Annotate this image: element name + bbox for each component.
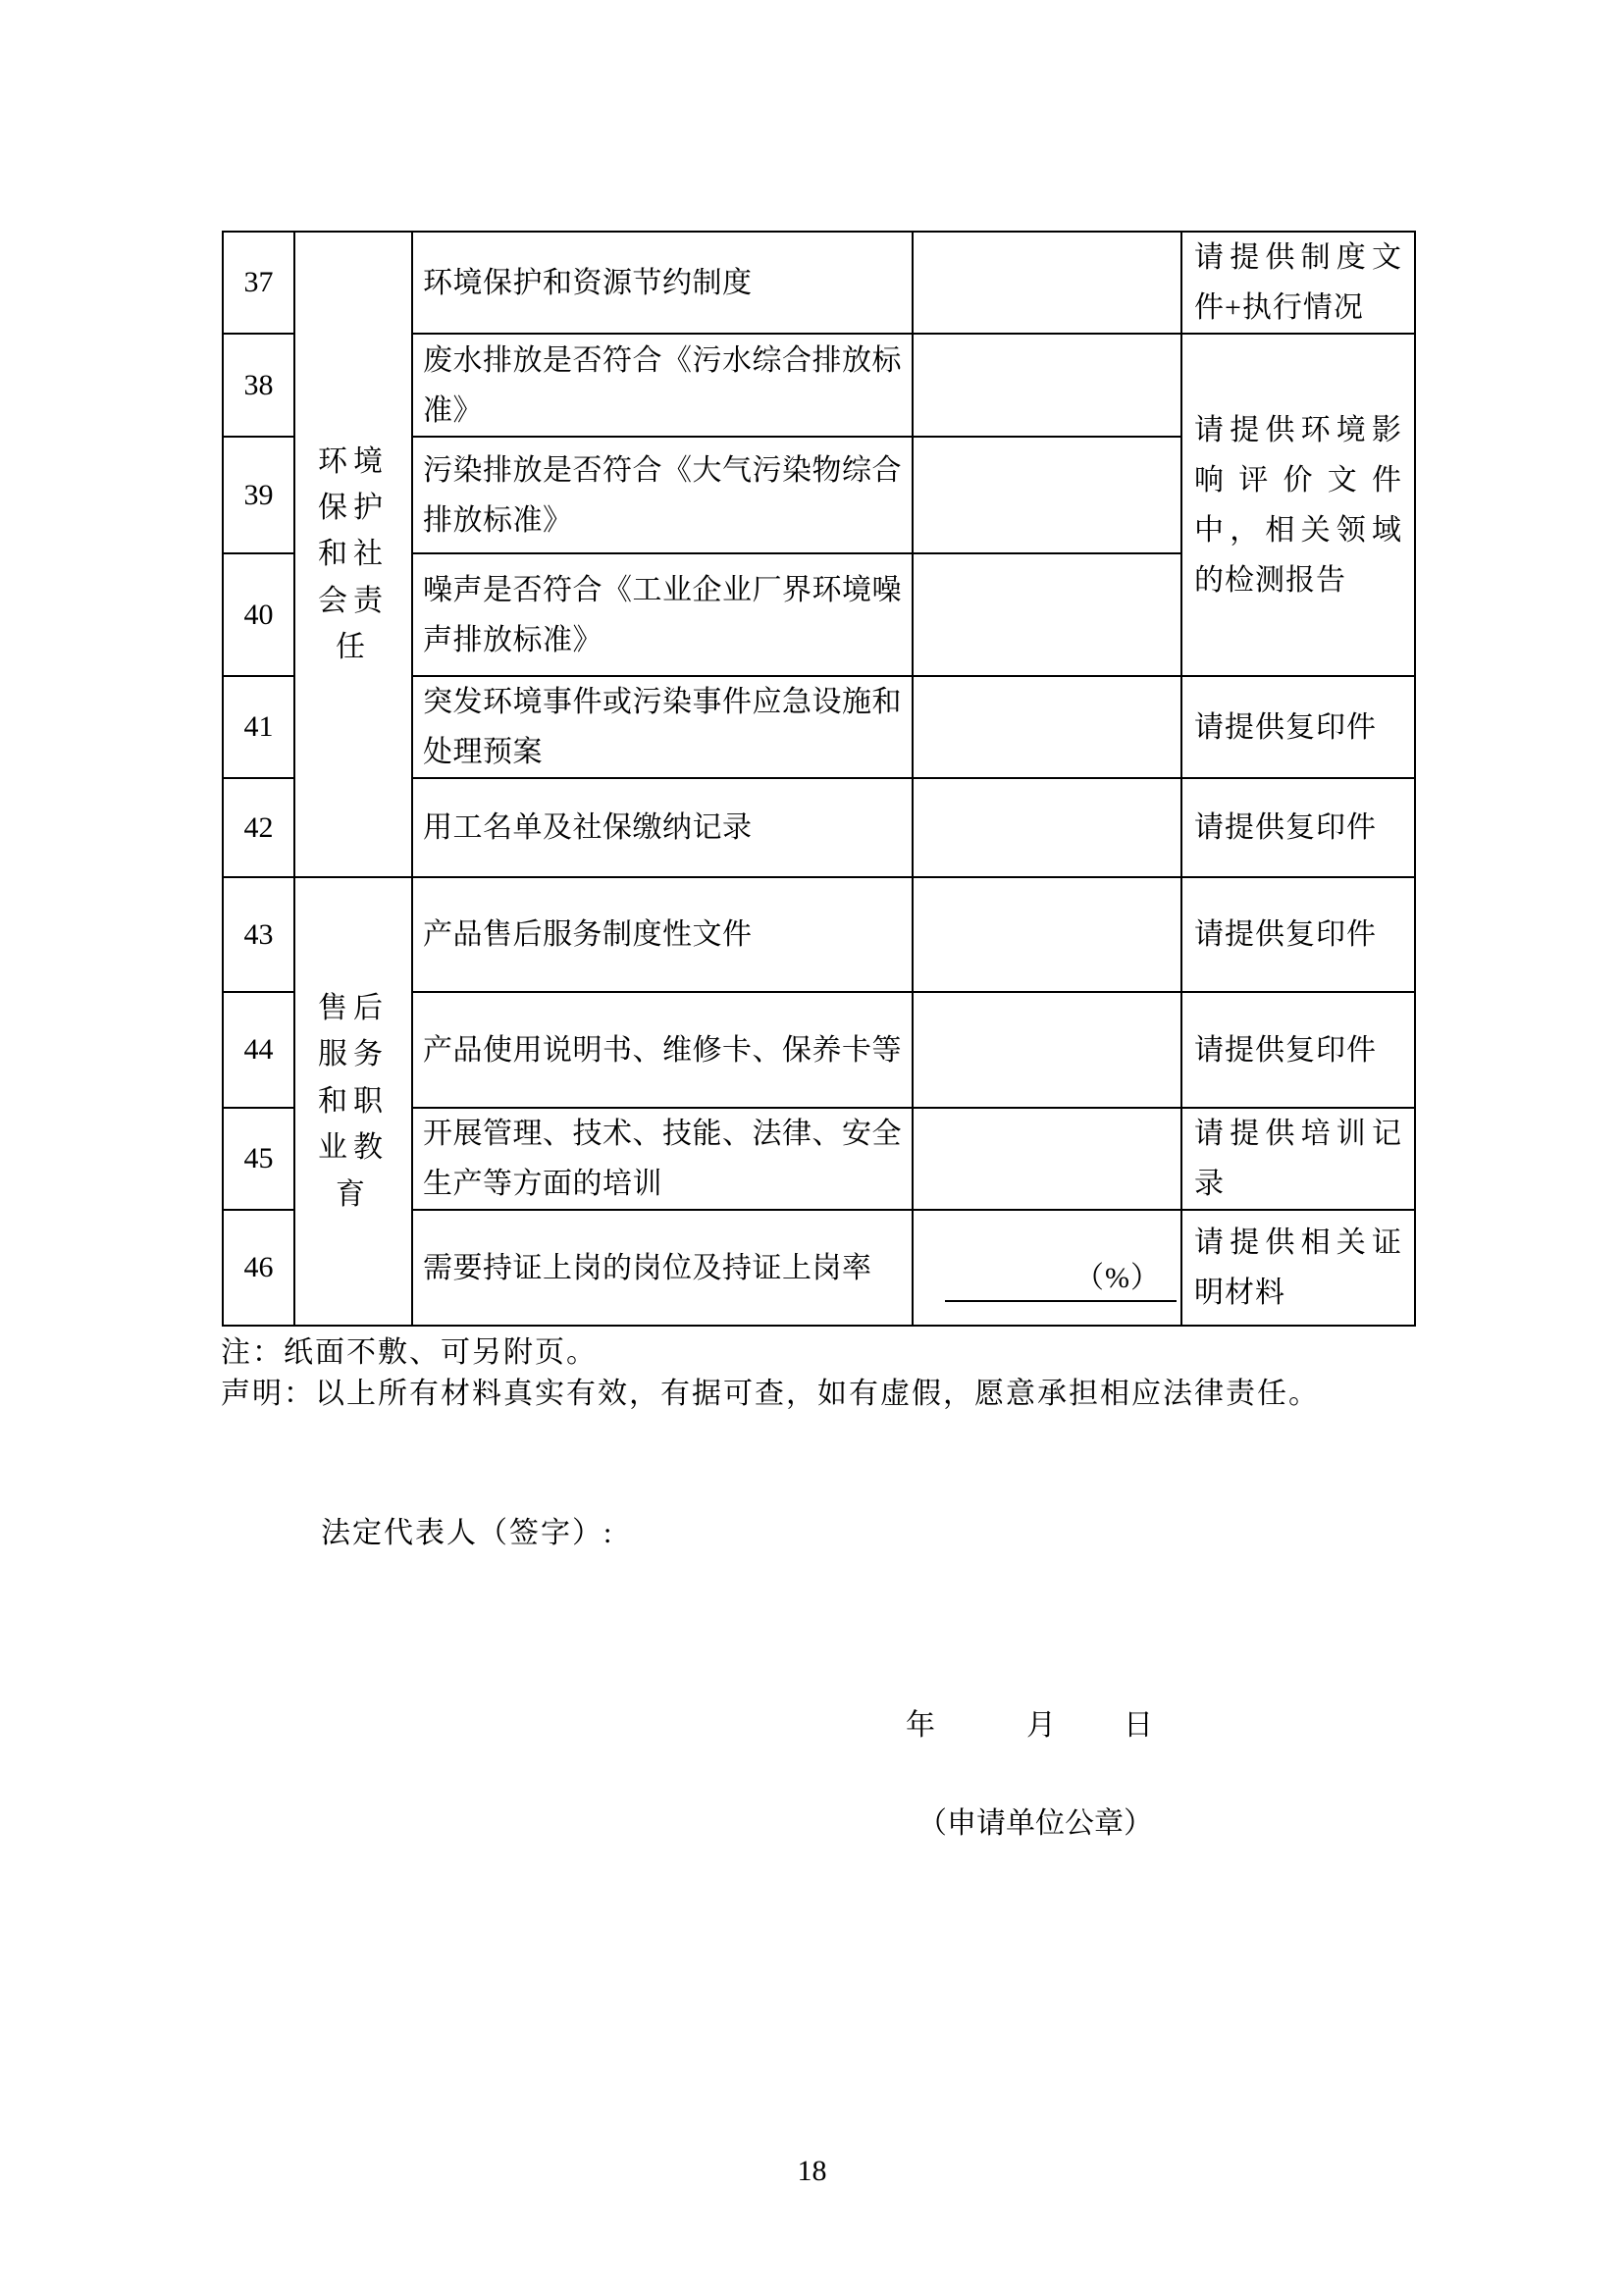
row-number-cell: 40 bbox=[223, 553, 294, 676]
row-number-cell: 41 bbox=[223, 676, 294, 778]
signature-label: 法定代表人（签字）: bbox=[321, 1517, 614, 1549]
row-number-cell: 45 bbox=[223, 1108, 294, 1210]
percent-suffix: （%） bbox=[1074, 1262, 1161, 1294]
month-label: 月 bbox=[1026, 1709, 1056, 1742]
item-description: 开展管理、技术、技能、法律、安全生产等方面的培训 bbox=[412, 1108, 913, 1210]
requirements-table bbox=[222, 231, 1416, 1327]
note-cell: 请提供培训记录 bbox=[1181, 1108, 1415, 1210]
note-cell: 请提供复印件 bbox=[1181, 676, 1415, 778]
value-cell bbox=[913, 992, 1181, 1108]
category-cell bbox=[294, 232, 412, 877]
footnotes-block bbox=[221, 1332, 1418, 1415]
row-number-cell: 37 bbox=[223, 232, 294, 334]
note-cell: 请提供相关证明材料 bbox=[1181, 1210, 1415, 1326]
item-description: 产品使用说明书、维修卡、保养卡等 bbox=[412, 992, 913, 1108]
item-description: 环境保护和资源节约制度 bbox=[412, 232, 913, 334]
row-number-cell: 43 bbox=[223, 877, 294, 992]
item-description: 噪声是否符合《工业企业厂界环境噪声排放标准》 bbox=[412, 553, 913, 676]
value-cell bbox=[913, 1108, 1181, 1210]
value-cell bbox=[913, 334, 1181, 437]
day-label: 日 bbox=[1124, 1709, 1153, 1742]
note-cell: 请提供复印件 bbox=[1181, 992, 1415, 1108]
item-description: 用工名单及社保缴纳记录 bbox=[412, 778, 913, 877]
note-cell: 请提供复印件 bbox=[1181, 877, 1415, 992]
note-cell: 请提供复印件 bbox=[1181, 778, 1415, 877]
row-number-cell: 46 bbox=[223, 1210, 294, 1326]
value-cell bbox=[913, 877, 1181, 992]
value-cell bbox=[913, 676, 1181, 778]
percent-blank-line bbox=[945, 1253, 1177, 1302]
item-description: 需要持证上岗的岗位及持证上岗率 bbox=[412, 1210, 913, 1326]
date-line bbox=[906, 1700, 1153, 1744]
row-number-cell: 42 bbox=[223, 778, 294, 877]
value-cell bbox=[913, 232, 1181, 334]
category-label: 环境保护和社会责任 bbox=[318, 444, 389, 664]
note-cell: 请提供制度文件+执行情况 bbox=[1181, 232, 1415, 334]
row-number-cell: 44 bbox=[223, 992, 294, 1108]
table-row bbox=[223, 232, 1415, 334]
declaration: 声明：以上所有材料真实有效，有据可查，如有虚假，愿意承担相应法律责任。 bbox=[221, 1378, 1320, 1410]
value-cell bbox=[913, 1210, 1181, 1326]
row-number-cell: 39 bbox=[223, 437, 294, 553]
category-label: 售后服务和职业教育 bbox=[318, 992, 389, 1211]
category-cell bbox=[294, 877, 412, 1326]
value-cell bbox=[913, 437, 1181, 553]
paper-note: 注：纸面不敷、可另附页。 bbox=[221, 1336, 598, 1369]
row-number-cell: 38 bbox=[223, 334, 294, 437]
value-cell bbox=[913, 778, 1181, 877]
seal-label: （申请单位公章） bbox=[917, 1807, 1153, 1840]
item-description: 产品售后服务制度性文件 bbox=[412, 877, 913, 992]
year-label: 年 bbox=[906, 1709, 935, 1742]
value-cell bbox=[913, 553, 1181, 676]
note-cell: 请提供环境影响评价文件中，相关领域的检测报告 bbox=[1181, 334, 1415, 676]
item-description: 污染排放是否符合《大气污染物综合排放标准》 bbox=[412, 437, 913, 553]
item-description: 废水排放是否符合《污水综合排放标准》 bbox=[412, 334, 913, 437]
item-description: 突发环境事件或污染事件应急设施和处理预案 bbox=[412, 676, 913, 778]
page-number: 18 bbox=[797, 2155, 827, 2187]
table-row bbox=[223, 877, 1415, 992]
